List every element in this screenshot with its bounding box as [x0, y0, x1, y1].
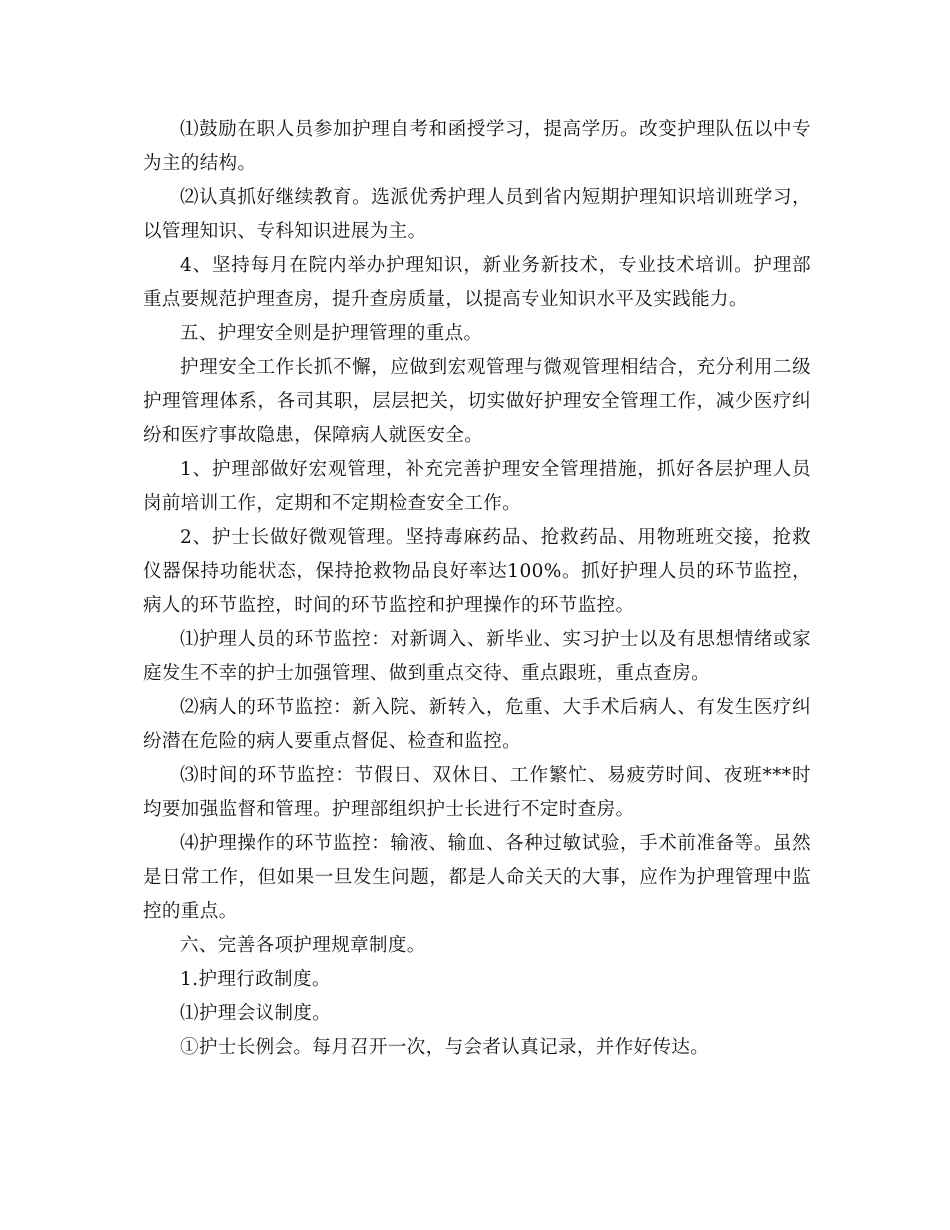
paragraph: 1、护理部做好宏观管理，补充完善护理安全管理措施，抓好各层护理人员岗前培训工作，定期和不定期检查安全工作。: [143, 459, 811, 514]
paragraph: ⑴护理人员的环节监控：对新调入、新毕业、实习护士以及有思想情绪或家庭发生不幸的护士加强管理、做到重点交待、重点跟班，重点查房。: [143, 629, 811, 684]
section-heading: 六、完善各项护理规章制度。: [180, 935, 426, 956]
paragraph: ⑵认真抓好继续教育。选派优秀护理人员到省内短期护理知识培训班学习，以管理知识、专科知识进展为主。: [143, 187, 811, 242]
subsection-heading: ⑴护理会议制度。: [180, 1003, 332, 1024]
subsection-heading: 1.护理行政制度。: [180, 969, 331, 990]
document-body: [143, 113, 811, 1065]
paragraph: 护理安全工作长抓不懈，应做到宏观管理与微观管理相结合，充分利用二级护理管理体系，各司其职，层层把关，切实做好护理安全管理工作，减少医疗纠纷和医疗事故隐患，保障病人就医安全。: [143, 357, 811, 446]
paragraph: ⑴鼓励在职人员参加护理自考和函授学习，提高学历。改变护理队伍以中专为主的结构。: [143, 119, 811, 174]
paragraph: 4、坚持每月在院内举办护理知识，新业务新技术，专业技术培训。护理部重点要规范护理查房，提升查房质量，以提高专业知识水平及实践能力。: [143, 255, 811, 310]
paragraph: ①护士长例会。每月召开一次，与会者认真记录，并作好传达。: [180, 1037, 710, 1058]
section-heading: 五、护理安全则是护理管理的重点。: [180, 323, 483, 344]
paragraph: ⑷护理操作的环节监控：输液、输血、各种过敏试验，手术前准备等。虽然是日常工作，但如果一旦发生问题，都是人命关天的大事，应作为护理管理中监控的重点。: [143, 833, 811, 922]
paragraph: ⑶时间的环节监控：节假日、双休日、工作繁忙、易疲劳时间、夜班***时均要加强监督和管理。护理部组织护士长进行不定时查房。: [143, 765, 811, 820]
paragraph: ⑵病人的环节监控：新入院、新转入，危重、大手术后病人、有发生医疗纠纷潜在危险的病人要重点督促、检查和监控。: [143, 697, 811, 752]
paragraph: 2、护士长做好微观管理。坚持毒麻药品、抢救药品、用物班班交接，抢救仪器保持功能状态，保持抢救物品良好率达100%。抓好护理人员的环节监控，病人的环节监控，时间的环节监控和护理操作的环节监控。: [143, 527, 811, 616]
